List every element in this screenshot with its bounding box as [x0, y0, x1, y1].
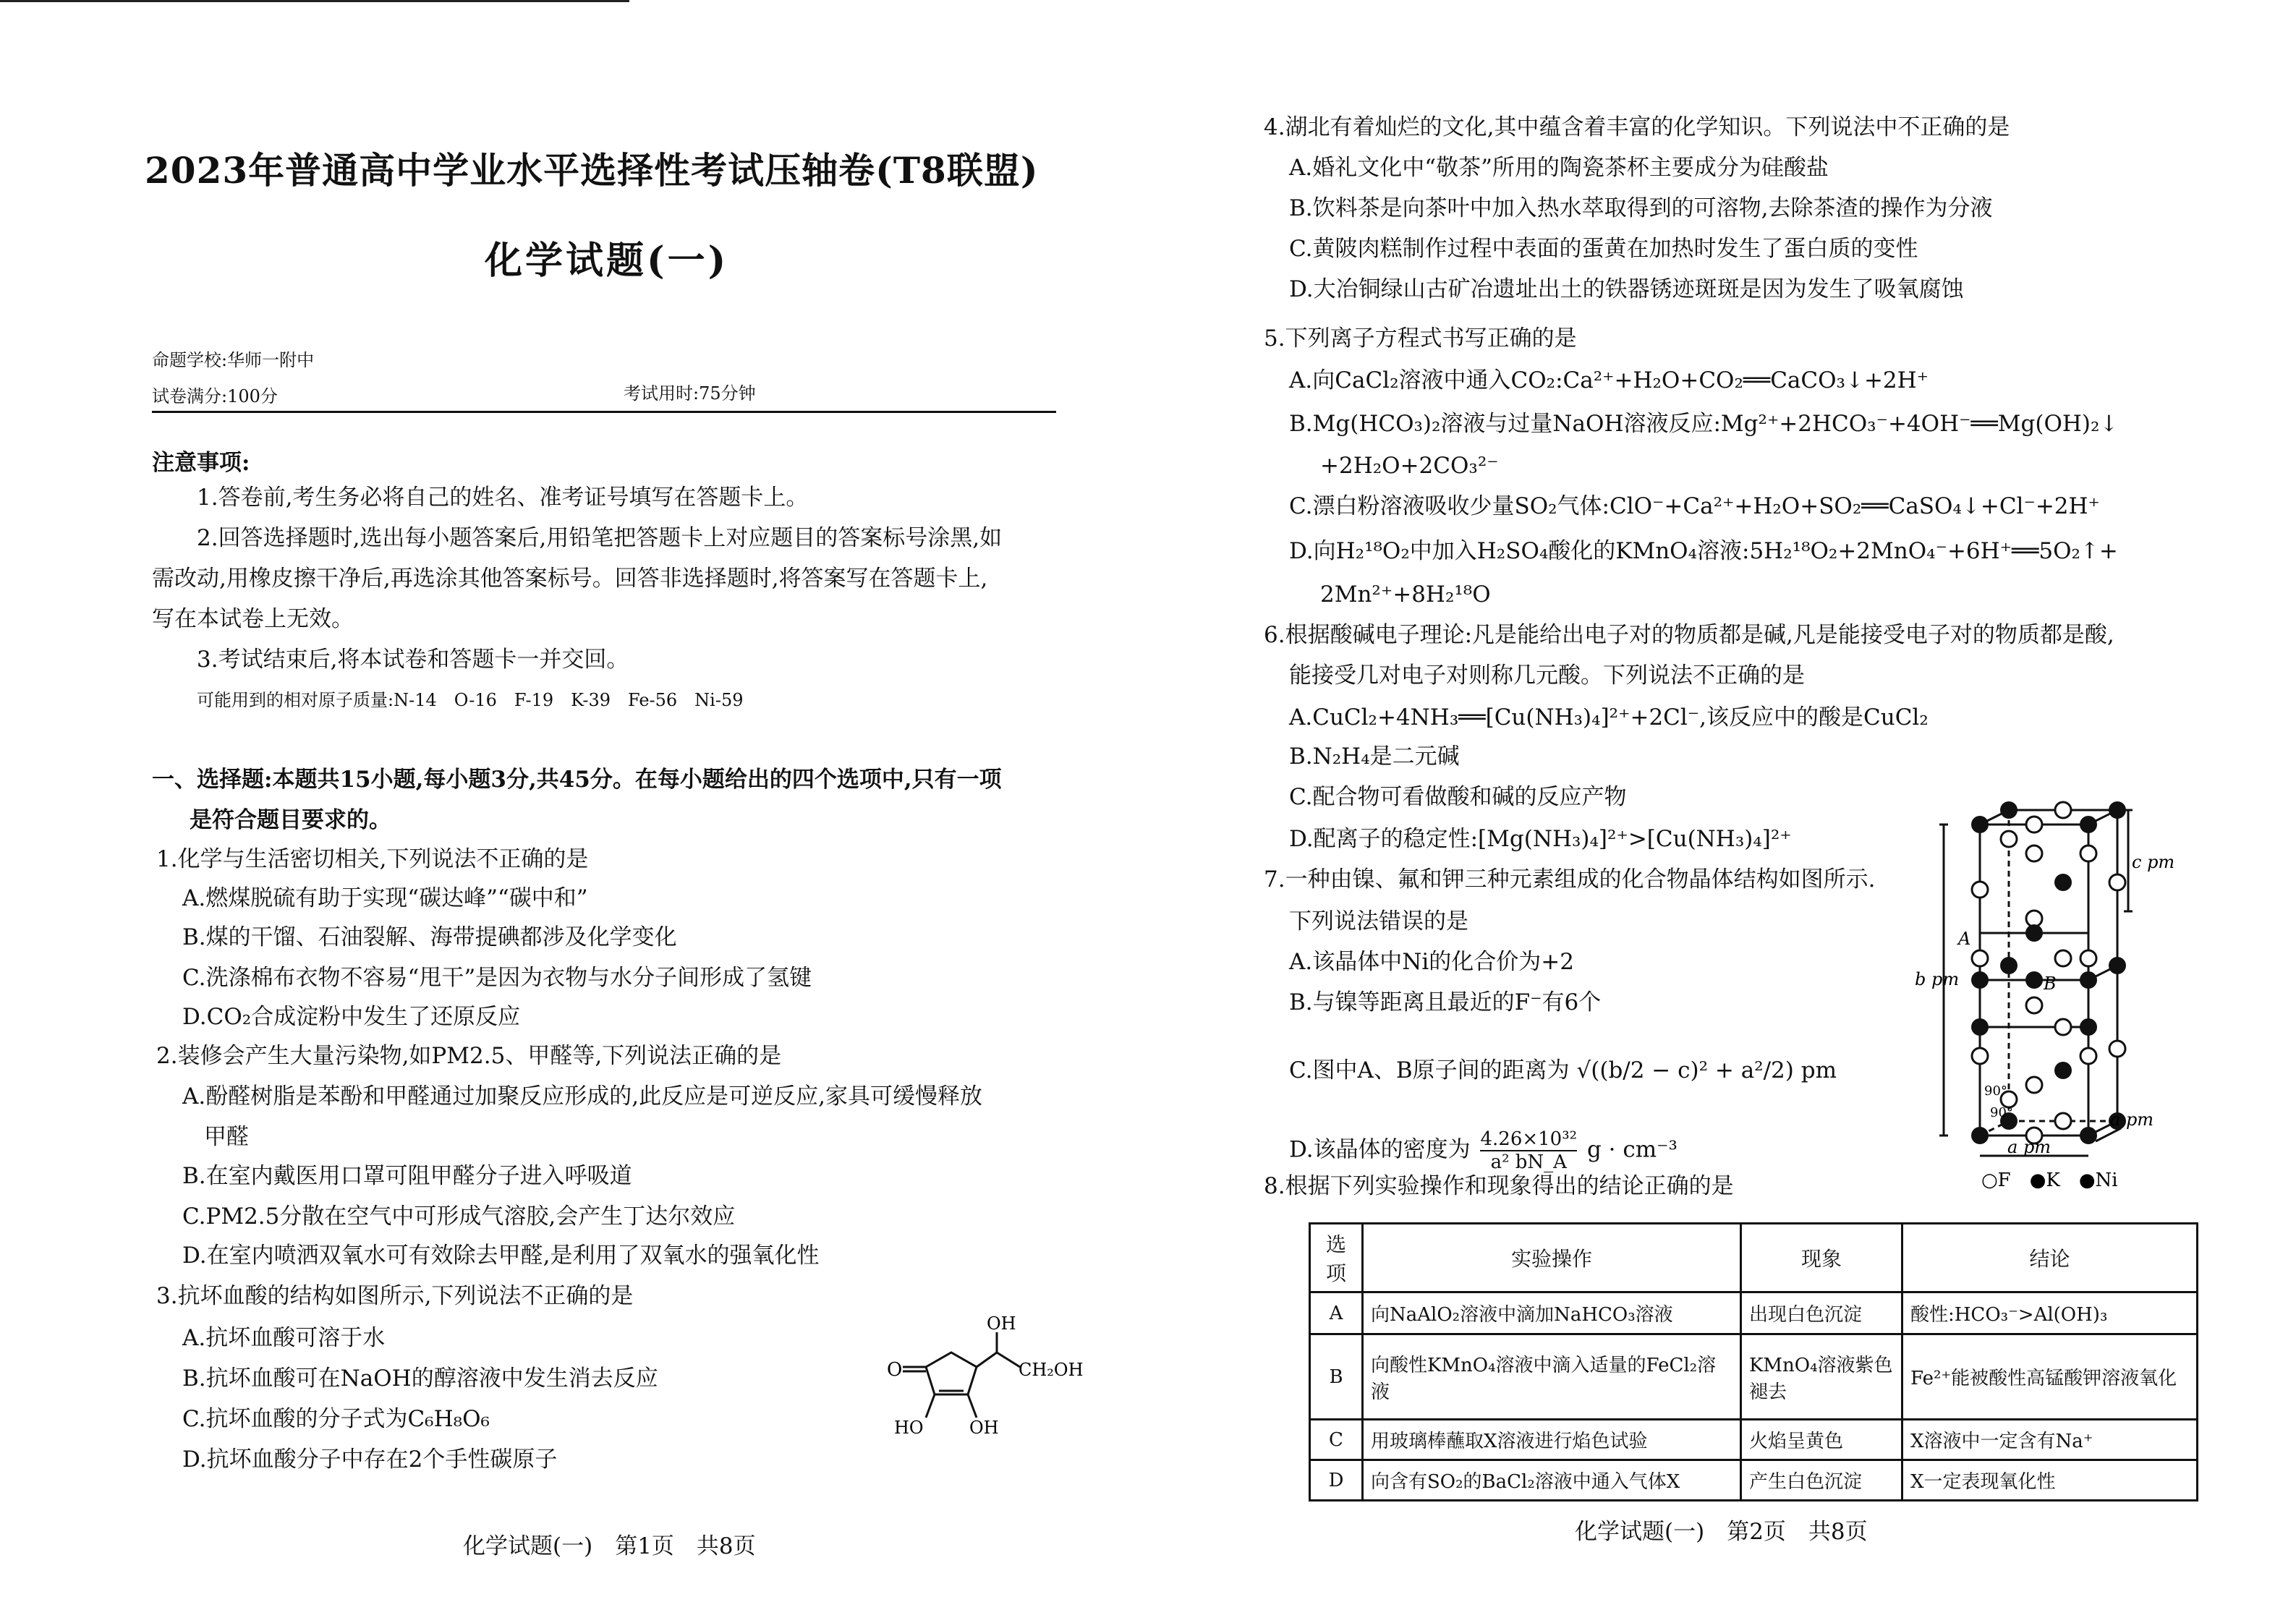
section-heading: 一、选择题:本题共15小题,每小题3分,共45分。在每小题给出的四个选项中,只有一项 — [152, 767, 1002, 793]
q2-option-d: D.在室内喷洒双氧水可有效除去甲醛,是利用了双氧水的强氧化性 — [182, 1243, 820, 1269]
q7-stem-2: 下列说法错误的是 — [1289, 908, 1468, 934]
q5-option-a: A.向CaCl₂溶液中通入CO₂:Ca²⁺+H₂O+CO₂══CaCO₃↓+2H⁺ — [1289, 367, 1929, 393]
fig-a-pm-1: a pm — [2110, 1109, 2154, 1130]
q7-option-c-text: C.图中A、B原子间的距离为 — [1289, 1057, 1570, 1083]
q6-option-c: C.配合物可看做酸和碱的反应产物 — [1289, 784, 1627, 810]
table-cell: 酸性:HCO₃⁻>Al(OH)₃ — [1902, 1292, 2198, 1334]
q2-option-c: C.PM2.5分散在空气中可形成气溶胶,会产生丁达尔效应 — [182, 1204, 736, 1230]
q7-option-c-unit: pm — [1800, 1057, 1837, 1083]
q4-option-c: C.黄陂肉糕制作过程中表面的蛋黄在加热时发生了蛋白质的变性 — [1289, 236, 1918, 262]
q7-option-c — [1289, 1056, 1837, 1085]
fig-label-a: A — [1958, 929, 1971, 949]
crystal-structure-figure — [1915, 810, 2175, 1201]
table-row — [1310, 1292, 2198, 1334]
fig-angle-1: 90° — [1984, 1083, 2007, 1099]
header-divider — [152, 411, 1056, 413]
mol-ho: HO — [894, 1418, 924, 1438]
q4-option-a: A.婚礼文化中“敬茶”所用的陶瓷茶杯主要成分为硅酸盐 — [1289, 155, 1829, 181]
q6-stem: 6.根据酸碱电子理论:凡是能给出电子对的物质都是碱,凡是能接受电子对的物质都是酸, — [1264, 622, 2114, 648]
q2-option-a2: 甲醛 — [204, 1124, 249, 1150]
q4-stem: 4.湖北有着灿烂的文化,其中蕴含着丰富的化学知识。下列说法中不正确的是 — [1264, 114, 2010, 140]
section-heading-2: 是符合题目要求的。 — [190, 807, 391, 833]
q7-density-fraction — [1480, 1128, 1577, 1173]
q4-option-d: D.大冶铜绿山古矿冶遗址出土的铁器锈迹斑斑是因为发生了吸氧腐蚀 — [1289, 276, 1964, 302]
table-header-option: 选项 — [1310, 1224, 1363, 1292]
q5-stem: 5.下列离子方程式书写正确的是 — [1264, 325, 1577, 352]
table-cell: Fe²⁺能被酸性高锰酸钾溶液氧化 — [1902, 1334, 2198, 1420]
q7-option-a: A.该晶体中Ni的化合价为+2 — [1289, 949, 1574, 975]
exam-title: 2023年普通高中学业水平选择性考试压轴卷(T8联盟) — [145, 149, 1039, 192]
table-header-row — [1310, 1224, 2198, 1292]
experiment-table — [1309, 1222, 2198, 1501]
mol-ch2oh: CH₂OH — [1019, 1360, 1084, 1380]
mol-o: O — [887, 1359, 903, 1381]
q5-option-b: B.Mg(HCO₃)₂溶液与过量NaOH溶液反应:Mg²⁺+2HCO₃⁻+4OH⁻══Mg(OH)₂↓ — [1289, 411, 2119, 437]
ascorbic-acid-structure — [883, 1313, 1084, 1439]
table-cell: C — [1310, 1420, 1363, 1460]
fig-c-pm: c pm — [2132, 852, 2175, 872]
fig-legend: ○F ●K ●Ni — [1981, 1170, 2118, 1191]
fig-label-b: B — [2044, 974, 2057, 994]
page-1-footer: 化学试题(一) 第1页 共8页 — [463, 1533, 756, 1559]
notice-1: 1.答卷前,考生务必将自己的姓名、准考证号填写在答题卡上。 — [197, 485, 809, 511]
table-header-phenomenon: 现象 — [1741, 1224, 1902, 1292]
q7-option-d-text: D.该晶体的密度为 — [1289, 1136, 1471, 1163]
q3-option-a: A.抗坏血酸可溶于水 — [182, 1325, 386, 1351]
q7-stem: 7.一种由镍、氟和钾三种元素组成的化合物晶体结构如图所示. — [1264, 866, 1876, 893]
table-cell: 产生白色沉淀 — [1741, 1460, 1902, 1501]
q5-option-b2: +2H₂O+2CO₃²⁻ — [1320, 453, 1499, 479]
q8-stem: 8.根据下列实验操作和现象得出的结论正确的是 — [1264, 1173, 1734, 1199]
exam-subtitle: 化学试题(一) — [485, 239, 729, 283]
fig-a-pm-2: a pm — [2007, 1137, 2051, 1157]
page-2 — [1148, 0, 2296, 1623]
q1-option-b: B.煤的干馏、石油裂解、海带提碘都涉及化学变化 — [182, 924, 677, 950]
q1-option-c: C.洗涤棉布衣物不容易“甩干”是因为衣物与水分子间形成了氢键 — [182, 965, 812, 991]
table-header-conclusion: 结论 — [1902, 1224, 2198, 1292]
q7-option-c-formula: √((b/2 − c)² + a²/2) — [1576, 1057, 1794, 1083]
q6-option-b: B.N₂H₄是二元碱 — [1289, 744, 1460, 770]
table-row — [1310, 1334, 2198, 1420]
q5-option-c: C.漂白粉溶液吸收少量SO₂气体:ClO⁻+Ca²⁺+H₂O+SO₂══CaSO₄↓+Cl⁻+2H⁺ — [1289, 493, 2100, 519]
q1-stem: 1.化学与生活密切相关,下列说法不正确的是 — [156, 846, 589, 872]
table-cell: B — [1310, 1334, 1363, 1420]
table-cell: 用玻璃棒蘸取X溶液进行焰色试验 — [1363, 1420, 1741, 1460]
q1-option-a: A.燃煤脱硫有助于实现“碳达峰”“碳中和” — [182, 885, 588, 911]
q3-option-c: C.抗坏血酸的分子式为C₆H₈O₆ — [182, 1406, 490, 1432]
notice-2c: 写在本试卷上无效。 — [152, 606, 354, 632]
notice-3: 3.考试结束后,将本试卷和答题卡一并交回。 — [197, 647, 629, 673]
q3-option-d: D.抗坏血酸分子中存在2个手性碳原子 — [182, 1447, 558, 1473]
q1-option-d: D.CO₂合成淀粉中发生了还原反应 — [182, 1004, 521, 1030]
fig-b-pm: b pm — [1915, 969, 1960, 989]
table-cell: KMnO₄溶液紫色褪去 — [1741, 1334, 1902, 1420]
q3-option-b: B.抗坏血酸可在NaOH的醇溶液中发生消去反应 — [182, 1366, 658, 1392]
table-cell: 向NaAlO₂溶液中滴加NaHCO₃溶液 — [1363, 1292, 1741, 1334]
q2-option-b: B.在室内戴医用口罩可阻甲醛分子进入呼吸道 — [182, 1163, 632, 1189]
mol-oh-top: OH — [987, 1313, 1016, 1334]
table-row — [1310, 1420, 2198, 1460]
q4-option-b: B.饮料茶是向茶叶中加入热水萃取得到的可溶物,去除茶渣的操作为分液 — [1289, 195, 1993, 221]
table-cell: 向酸性KMnO₄溶液中滴入适量的FeCl₂溶液 — [1363, 1334, 1741, 1420]
q7-density-denominator: a² bN_A — [1490, 1151, 1567, 1173]
notice-heading: 注意事项: — [152, 450, 250, 476]
q6-option-a: A.CuCl₂+4NH₃══[Cu(NH₃)₄]²⁺+2Cl⁻,该反应中的酸是CuCl₂ — [1289, 704, 1929, 730]
q5-option-d: D.向H₂¹⁸O₂中加入H₂SO₄酸化的KMnO₄溶液:5H₂¹⁸O₂+2MnO₄⁻+6H⁺══5O₂↑+ — [1289, 538, 2118, 564]
scan-edge — [0, 0, 629, 2]
notice-2: 2.回答选择题时,选出每小题答案后,用铅笔把答题卡上对应题目的答案标号涂黑,如 — [197, 525, 1003, 551]
fig-angle-2: 90° — [1990, 1105, 2013, 1120]
q2-option-a: A.酚醛树脂是苯酚和甲醛通过加聚反应形成的,此反应是可逆反应,家具可缓慢释放 — [182, 1083, 982, 1109]
table-cell: 火焰呈黄色 — [1741, 1420, 1902, 1460]
q7-option-d-unit: g · cm⁻³ — [1586, 1136, 1678, 1163]
school-label: 命题学校:华师一附中 — [152, 350, 315, 370]
q6-option-d: D.配离子的稳定性:[Mg(NH₃)₄]²⁺>[Cu(NH₃)₄]²⁺ — [1289, 826, 1792, 852]
table-cell: 出现白色沉淀 — [1741, 1292, 1902, 1334]
table-header-operation: 实验操作 — [1363, 1224, 1741, 1292]
table-cell: D — [1310, 1460, 1363, 1501]
q2-stem: 2.装修会产生大量污染物,如PM2.5、甲醛等,下列说法正确的是 — [156, 1043, 782, 1069]
exam-time: 考试用时:75分钟 — [624, 383, 756, 404]
atomic-mass: 可能用到的相对原子质量:N-14 O-16 F-19 K-39 Fe-56 Ni-59 — [197, 690, 744, 710]
table-cell: X一定表现氧化性 — [1902, 1460, 2198, 1501]
page-2-footer: 化学试题(一) 第2页 共8页 — [1575, 1519, 1868, 1545]
table-cell: A — [1310, 1292, 1363, 1334]
table-row — [1310, 1460, 2198, 1501]
q3-stem: 3.抗坏血酸的结构如图所示,下列说法不正确的是 — [156, 1283, 634, 1309]
notice-2b: 需改动,用橡皮擦干净后,再选涂其他答案标号。回答非选择题时,将答案写在答题卡上, — [152, 566, 988, 592]
full-score: 试卷满分:100分 — [152, 386, 278, 406]
table-cell: 向含有SO₂的BaCl₂溶液中通入气体X — [1363, 1460, 1741, 1501]
q5-option-d2: 2Mn²⁺+8H₂¹⁸O — [1320, 582, 1491, 608]
mol-oh-bottom: OH — [969, 1418, 999, 1438]
q7-density-numerator: 4.26×10³² — [1480, 1128, 1578, 1150]
q7-option-d — [1289, 1128, 1678, 1172]
q7-option-b: B.与镍等距离且最近的F⁻有6个 — [1289, 989, 1602, 1015]
q6-stem-2: 能接受几对电子对则称几元酸。下列说法不正确的是 — [1289, 663, 1805, 689]
table-cell: X溶液中一定含有Na⁺ — [1902, 1420, 2198, 1460]
